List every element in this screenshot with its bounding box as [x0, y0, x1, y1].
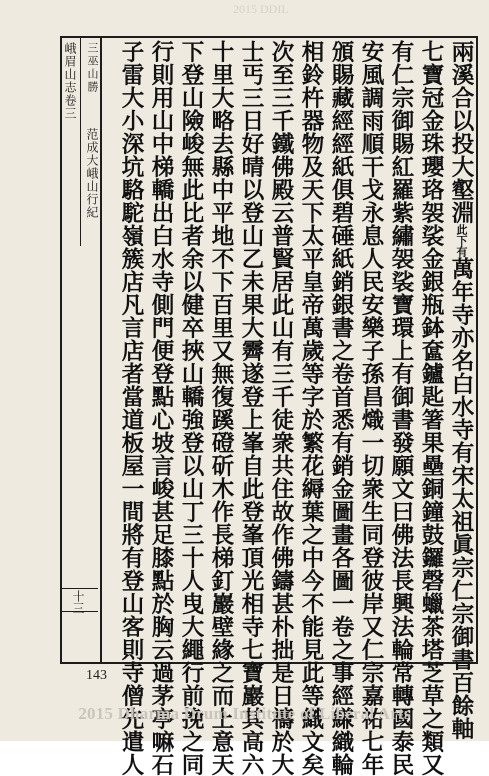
margin-subsection-title: 范成大峨山行紀 — [85, 128, 99, 219]
column-1-text: 兩溪合以投大壑淵 — [448, 40, 474, 224]
text-column-4: 安風調雨順干戈永息人民安樂子孫昌熾一切衆生同登彼岸又仁宗嘉祐七年 — [358, 40, 384, 776]
text-column-6: 相鈴杵器物及天下太平皇帝萬歲等字於繁花縟葉之中今不能見此等織文矣 — [298, 40, 324, 776]
column-1-tail: 萬年寺亦名白水寺有宋太祖眞宗仁宗御書百餘軸 — [448, 257, 474, 740]
text-column-2: 七寶冠金珠瓔珞袈裟金銀瓶鉢奩鑪匙箸果壘銅鐘鼓鑼磬蠟茶塔芝草之類又 — [418, 40, 444, 776]
column-1-note: 此下 — [455, 224, 468, 246]
copyright-watermark: 2015 Dharma Drum Institute of Liberal Arts — [78, 704, 411, 723]
text-column-7: 次至三千鐵佛殿云普賢居此山有三千徒衆共住故作佛鑄甚朴拙是日禱於大 — [268, 40, 294, 776]
page-number: 143 — [86, 668, 107, 683]
margin-section-title: 三巫山勝 — [86, 42, 99, 94]
column-1-note-2: 有 — [455, 246, 468, 257]
text-column-5: 頒賜藏經經紙俱碧硾紙銷銀書之卷首悉有銷金圖畫各圖一卷之事經縑織輪 — [328, 40, 354, 776]
text-column-8: 士丐三日好晴以登山乙未果大霽遂登上峯自此登峯頂光相寺七寶巖其高六 — [238, 40, 264, 776]
margin-divider — [80, 36, 81, 246]
text-column-3: 有仁宗御賜紅羅紫繡袈裟寶環上有御書發願文曰佛法長興法輪常轉國泰民 — [388, 40, 414, 776]
text-column-1 — [448, 40, 474, 740]
margin-page-number: 十三 — [71, 590, 85, 614]
text-column-10: 下登山險峻無此比者余以健卒挾山轎強登以山丁三十人曳大繩行前挽之同 — [178, 40, 204, 776]
top-watermark: 2015 DDIL — [233, 2, 289, 16]
text-column-12: 子雷大小深坑駱駝嶺簇店凡言店者當道板屋一間將有登山客則寺僧先遣人 — [118, 40, 144, 776]
text-column-9: 十里大略去縣中平地不下百里又無復蹊磴斫木作長梯釘巖壁緣之而上意天 — [208, 40, 234, 776]
text-column-11: 行則用山中梯轎出白水寺側門便登點心坡言峻甚足膝點於胸云過茅亭嘛石 — [148, 40, 174, 776]
margin-book-title: 峨眉山志卷三 — [63, 42, 77, 120]
